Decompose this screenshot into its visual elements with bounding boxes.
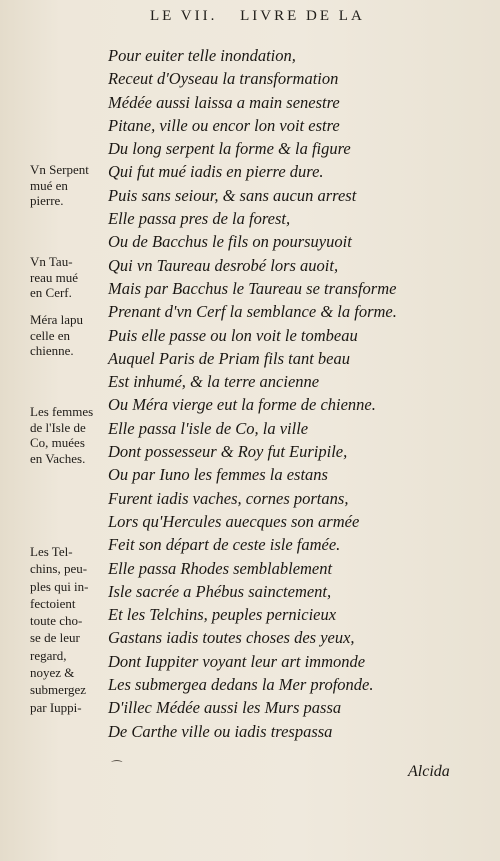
verse-line: Pour euiter telle inondation, [108, 46, 296, 65]
margin-note-line: de l'Isle de [30, 419, 86, 435]
margin-note-line: regard, [30, 647, 67, 663]
margin-note-line: Méra lapu [30, 312, 84, 327]
margin-note-line: Les Tel- [30, 544, 73, 559]
margin-note-femmes-co [30, 404, 110, 466]
header-title: LIVRE DE LA [240, 8, 365, 24]
verse-line: D'illec Médée aussi les Murs passa [108, 698, 342, 718]
margin-note-line: fectoient [30, 595, 76, 611]
verse-line: Est inhumé, & la terre ancienne [108, 372, 320, 392]
margin-note-line: en Cerf. [30, 285, 72, 300]
margin-note-line: Les femmes [30, 404, 94, 419]
verse-line: Gastans iadis toutes choses des yeux, [108, 628, 355, 648]
margin-note-line: mué en [30, 177, 68, 193]
margin-note-taureau [30, 254, 110, 301]
margin-note-line: en Vaches. [30, 450, 86, 466]
margin-note-line: se de leur [30, 630, 80, 646]
verse-block [108, 44, 493, 743]
margin-note-line: chienne. [30, 343, 74, 358]
verse-line: Auquel Paris de Priam fils tant beau [108, 348, 350, 368]
margin-note-line: Vn Serpent [30, 162, 89, 177]
verse-line: Dont possesseur & Roy fut Euripile, [108, 442, 348, 462]
verse-line: Elle passa l'isle de Co, la ville [108, 418, 309, 438]
margin-note-line: pierre. [30, 193, 64, 208]
header-folio: LE VII. [150, 8, 218, 24]
margin-note-telchins [30, 543, 110, 716]
margin-note-line: chins, peu- [30, 561, 88, 577]
margin-note-line: Vn Tau- [30, 254, 73, 269]
verse-line: Et les Telchins, peuples pernicieux [108, 605, 337, 625]
verse-line: Qui vn Taureau desrobé lors auoit, [108, 255, 339, 275]
verse-line: Les submergea dedans la Mer profonde. [108, 675, 374, 695]
verse-line: Isle sacrée a Phébus sainctement, [108, 581, 332, 601]
verse-line: De Carthe ville ou iadis trespassa [108, 721, 333, 741]
verse-line: Ou de Bacchus le fils on poursuyuoit [108, 232, 352, 252]
verse-line: Ou Méra vierge eut la forme de chienne. [108, 395, 376, 415]
verse-line: Furent iadis vaches, cornes portans, [108, 488, 349, 508]
verse-line: Puis sans seiour, & sans aucun arrest [108, 185, 357, 205]
verse-line: Puis elle passe ou lon voit le tombeau [108, 325, 358, 345]
verse-line: Dont Iuppiter voyant leur art immonde [108, 651, 366, 671]
verse-line: Qui fut mué iadis en pierre dure. [108, 162, 324, 182]
margin-note-mera [30, 312, 110, 359]
verse-line: Pitane, ville ou encor lon voit estre [108, 115, 340, 135]
margin-note-line: submergez [30, 682, 87, 698]
margin-note-line: reau mué [30, 269, 79, 285]
ink-smudge-mark: ⁀ [112, 760, 122, 774]
verse-line: Mais par Bacchus le Taureau se transforme [108, 278, 397, 298]
margin-note-line: celle en [30, 327, 71, 343]
verse-line: Lors qu'Hercules auecques son armée [108, 511, 360, 531]
margin-note-line: Co, muées [30, 435, 85, 450]
running-header [150, 8, 490, 25]
catchword: Alcida [408, 763, 450, 780]
margin-note-line: ples qui in- [30, 578, 89, 594]
verse-line: Elle passa Rhodes semblablement [108, 558, 333, 578]
verse-line: Elle passa pres de la forest, [108, 209, 291, 229]
verse-line: Receut d'Oyseau la transformation [108, 69, 339, 89]
verse-line: Du long serpent la forme & la figure [108, 139, 351, 159]
verse-line: Feit son départ de ceste isle famée. [108, 535, 341, 555]
verse-line: Prenant d'vn Cerf la semblance & la forme. [108, 302, 397, 322]
margin-note-line: toute cho- [30, 613, 83, 629]
margin-note-serpent [30, 162, 110, 209]
verse-line: Médée aussi laissa a main senestre [108, 92, 340, 112]
verse-line: Ou par Iuno les femmes la estans [108, 465, 328, 485]
margin-note-line: noyez & [30, 665, 75, 681]
margin-note-line: par Iuppi- [30, 699, 82, 715]
